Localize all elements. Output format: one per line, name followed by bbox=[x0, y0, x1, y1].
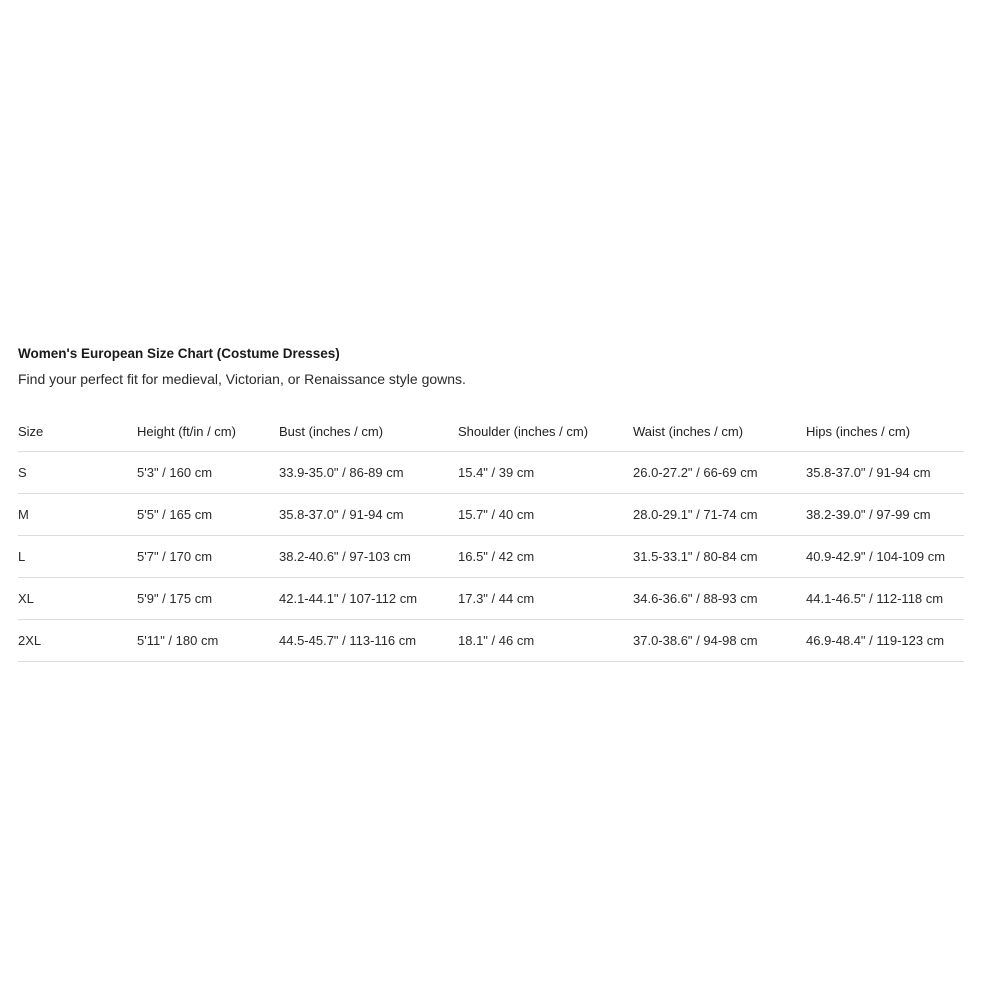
table-row bbox=[18, 578, 964, 620]
chart-subtitle: Find your perfect fit for medieval, Victorian, or Renaissance style gowns. bbox=[18, 371, 466, 387]
hips-cell: 35.8-37.0" / 91-94 cm bbox=[806, 452, 964, 494]
hips-cell: 40.9-42.9" / 104-109 cm bbox=[806, 536, 964, 578]
waist-cell: 28.0-29.1" / 71-74 cm bbox=[633, 494, 806, 536]
size-cell: S bbox=[18, 452, 137, 494]
height-cell: 5'5" / 165 cm bbox=[137, 494, 279, 536]
bust-cell: 44.5-45.7" / 113-116 cm bbox=[279, 620, 458, 662]
bust-cell: 42.1-44.1" / 107-112 cm bbox=[279, 578, 458, 620]
chart-title: Women's European Size Chart (Costume Dresses) bbox=[18, 346, 340, 361]
column-header-size: Size bbox=[18, 411, 137, 452]
bust-cell: 33.9-35.0" / 86-89 cm bbox=[279, 452, 458, 494]
hips-cell: 44.1-46.5" / 112-118 cm bbox=[806, 578, 964, 620]
height-cell: 5'11" / 180 cm bbox=[137, 620, 279, 662]
shoulder-cell: 15.4" / 39 cm bbox=[458, 452, 633, 494]
height-cell: 5'3" / 160 cm bbox=[137, 452, 279, 494]
height-cell: 5'9" / 175 cm bbox=[137, 578, 279, 620]
column-header-height: Height (ft/in / cm) bbox=[137, 411, 279, 452]
waist-cell: 26.0-27.2" / 66-69 cm bbox=[633, 452, 806, 494]
hips-cell: 38.2-39.0" / 97-99 cm bbox=[806, 494, 964, 536]
size-cell: L bbox=[18, 536, 137, 578]
shoulder-cell: 18.1" / 46 cm bbox=[458, 620, 633, 662]
shoulder-cell: 15.7" / 40 cm bbox=[458, 494, 633, 536]
hips-cell: 46.9-48.4" / 119-123 cm bbox=[806, 620, 964, 662]
waist-cell: 31.5-33.1" / 80-84 cm bbox=[633, 536, 806, 578]
column-header-hips: Hips (inches / cm) bbox=[806, 411, 964, 452]
size-cell: 2XL bbox=[18, 620, 137, 662]
height-cell: 5'7" / 170 cm bbox=[137, 536, 279, 578]
table-row bbox=[18, 620, 964, 662]
table-row bbox=[18, 452, 964, 494]
table-header-row bbox=[18, 411, 964, 452]
size-chart bbox=[18, 343, 964, 662]
column-header-waist: Waist (inches / cm) bbox=[633, 411, 806, 452]
column-header-shoulder: Shoulder (inches / cm) bbox=[458, 411, 633, 452]
size-table bbox=[18, 411, 964, 662]
table-row bbox=[18, 536, 964, 578]
size-cell: XL bbox=[18, 578, 137, 620]
shoulder-cell: 16.5" / 42 cm bbox=[458, 536, 633, 578]
waist-cell: 37.0-38.6" / 94-98 cm bbox=[633, 620, 806, 662]
table-row bbox=[18, 494, 964, 536]
bust-cell: 35.8-37.0" / 91-94 cm bbox=[279, 494, 458, 536]
column-header-bust: Bust (inches / cm) bbox=[279, 411, 458, 452]
shoulder-cell: 17.3" / 44 cm bbox=[458, 578, 633, 620]
bust-cell: 38.2-40.6" / 97-103 cm bbox=[279, 536, 458, 578]
size-cell: M bbox=[18, 494, 137, 536]
waist-cell: 34.6-36.6" / 88-93 cm bbox=[633, 578, 806, 620]
